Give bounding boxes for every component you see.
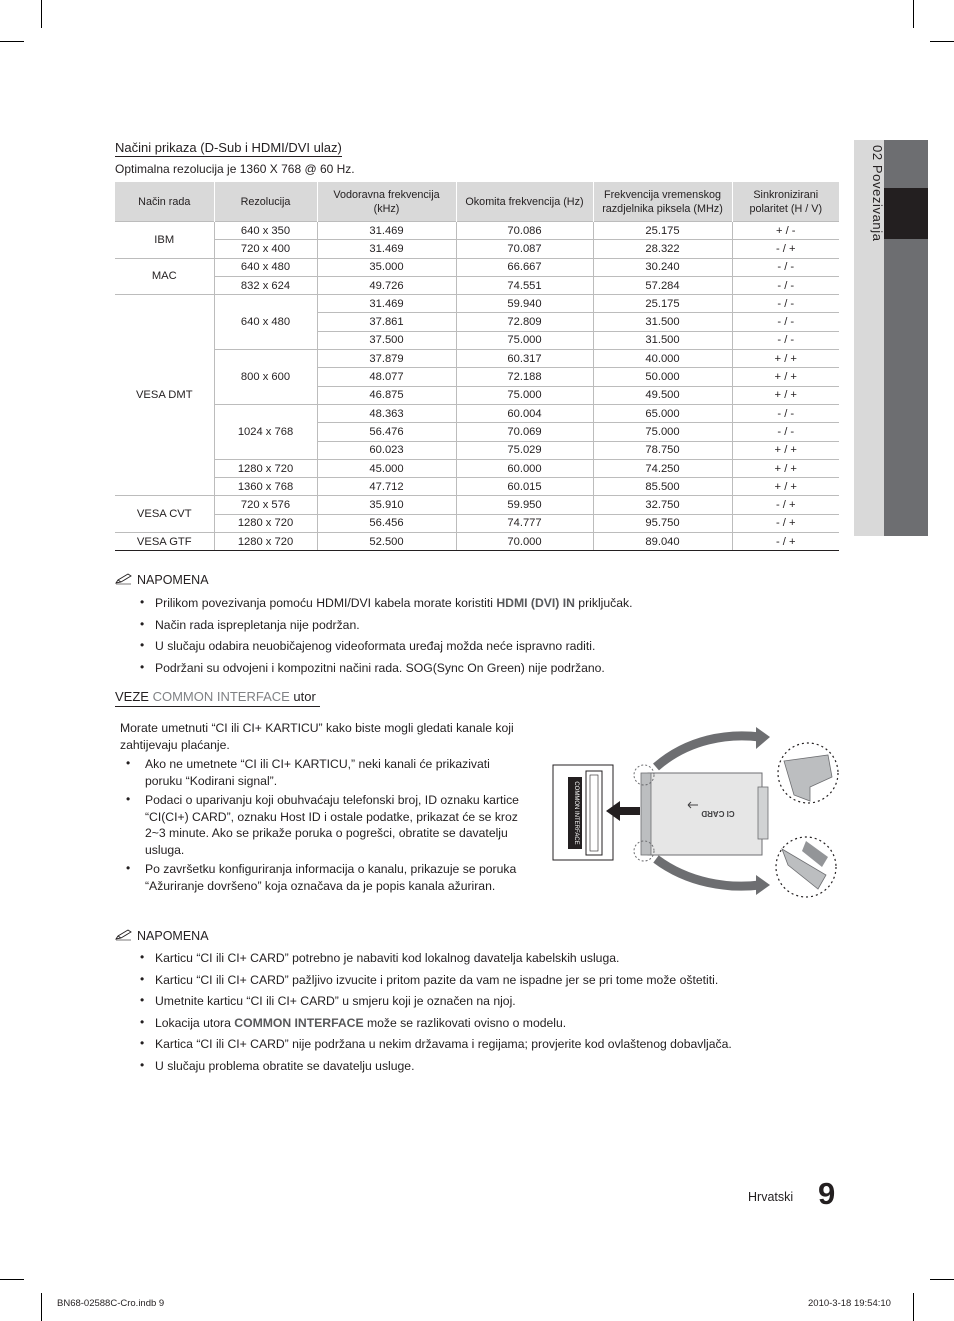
card-edge: [758, 787, 768, 839]
chapter-label: 02 Povezivanja: [870, 145, 885, 242]
value-cell: 59.950: [456, 496, 593, 514]
zoom-arrow-bottom: [656, 859, 760, 886]
column-header: Način rada: [115, 182, 214, 222]
value-cell: 75.000: [456, 386, 593, 404]
value-cell: - / +: [732, 514, 839, 532]
value-cell: 45.000: [317, 459, 456, 477]
note-heading: [115, 573, 209, 587]
note-text-pre: Karticu “CI ili CI+ CARD” pažljivo izvucite i pritom pazite da vam ne ispadne jer se pri tome može oštetiti.: [155, 972, 719, 987]
ci-list-item: • Podaci o uparivanju koji obuhvaćaju telefonski broj, ID oznaku kartice “CI(CI+) CARD”, oznaku Host ID i ostale podatke, prikazat će se kroz 2~3 minute. Ako se prikaže poruka o pogrešci, obratite se davatelju usluga.: [120, 792, 525, 858]
ci-title-highlight: COMMON INTERFACE: [152, 689, 290, 704]
column-header: Okomita frekvencija (Hz): [456, 182, 593, 222]
crop-mark: [41, 1293, 42, 1321]
value-cell: 74.551: [456, 276, 593, 294]
value-cell: 31.500: [593, 313, 732, 331]
table-row: [115, 240, 839, 258]
note-list: [140, 595, 840, 681]
column-header: Frekvencija vremenskog razdjelnika piksela (MHz): [593, 182, 732, 222]
optimal-resolution: Optimalna rezolucija je 1360 X 768 @ 60 Hz.: [115, 162, 355, 176]
value-cell: 59.940: [456, 295, 593, 313]
chapter-tab-block: [884, 140, 928, 188]
crop-mark: [930, 1279, 954, 1280]
ci-card-illustration: [548, 725, 843, 900]
pencil-icon: [115, 573, 133, 585]
value-cell: 70.086: [456, 222, 593, 240]
value-cell: - / +: [732, 240, 839, 258]
display-modes-table: [115, 182, 839, 551]
value-cell: 48.363: [317, 404, 456, 422]
value-cell: 60.000: [456, 459, 593, 477]
note-text-pre: Prilikom povezivanja pomoću HDMI/DVI kabela morate koristiti: [155, 596, 497, 610]
note-item: [140, 1058, 840, 1074]
value-cell: 49.500: [593, 386, 732, 404]
page-language: Hrvatski: [748, 1190, 794, 1204]
column-header: Sinkronizirani polaritet (H / V): [732, 182, 839, 222]
print-file-info: BN68-02588C-Cro.indb 9: [57, 1298, 165, 1309]
page-number: 9: [818, 1176, 836, 1211]
value-cell: + / +: [732, 350, 839, 368]
value-cell: 89.040: [593, 533, 732, 551]
ci-list-item: • Po završetku konfiguriranja informacija o kanalu, prikazuje se poruka “Ažuriranje dovršeno” koja označava da je popis kanala ažuriran.: [120, 861, 525, 894]
table-row: [115, 514, 839, 532]
ci-bullet-list: [120, 756, 525, 897]
note-text-post: priključak.: [574, 596, 633, 610]
value-cell: 95.750: [593, 514, 732, 532]
column-header: Vodoravna frekvencija (kHz): [317, 182, 456, 222]
resolution-cell: 1280 x 720: [214, 533, 317, 551]
mode-cell: IBM: [115, 222, 214, 259]
mode-cell: VESA CVT: [115, 496, 214, 533]
resolution-cell: 1280 x 720: [214, 459, 317, 477]
value-cell: + / -: [732, 222, 839, 240]
note-text-pre: Kartica “CI ili CI+ CARD” nije podržana u nekim državama i regijama; provjerite kod ovlaštenog dobavljača.: [155, 1037, 732, 1052]
note-item: [140, 595, 840, 611]
note-text-pre: U slučaju odabira neuobičajenog videoformata uređaj možda neće ispravno raditi.: [155, 639, 596, 654]
value-cell: 70.000: [456, 533, 593, 551]
value-cell: 52.500: [317, 533, 456, 551]
value-cell: 74.250: [593, 459, 732, 477]
value-cell: 56.476: [317, 423, 456, 441]
zoom-arrow-top-head: [756, 727, 770, 749]
print-date-info: 2010-3-18 19:54:10: [808, 1298, 891, 1309]
value-cell: - / -: [732, 423, 839, 441]
value-cell: 32.750: [593, 496, 732, 514]
value-cell: 75.000: [593, 423, 732, 441]
value-cell: - / -: [732, 331, 839, 349]
value-cell: 37.500: [317, 331, 456, 349]
table-body: [115, 222, 839, 551]
value-cell: - / +: [732, 496, 839, 514]
table-row: [115, 496, 839, 514]
ci-title-pre: VEZE: [115, 689, 153, 704]
crop-mark: [0, 41, 24, 42]
value-cell: 65.000: [593, 404, 732, 422]
note-heading-text: NAPOMENA: [137, 929, 209, 943]
zoom-arrow-bottom-head: [756, 875, 770, 895]
value-cell: + / +: [732, 441, 839, 459]
note-text-bold: COMMON INTERFACE: [234, 1015, 364, 1030]
crop-mark: [0, 1279, 24, 1280]
note-item: [140, 638, 840, 654]
note-text-pre: Umetnite karticu “CI ili CI+ CARD” u smjeru koji je označen na njoj.: [155, 994, 516, 1009]
zoom-arrow-top: [656, 736, 760, 767]
note-text-bold: HDMI (DVI) IN: [496, 596, 575, 610]
value-cell: - / -: [732, 404, 839, 422]
value-cell: 60.023: [317, 441, 456, 459]
value-cell: 60.004: [456, 404, 593, 422]
ci-list-item: • Ako ne umetnete “CI ili CI+ KARTICU,” neki kanali će prikazivati poruku “Kodirani signal”.: [120, 756, 525, 789]
note-item: [140, 617, 840, 633]
note-text-post: može se razlikovati ovisno o modelu.: [363, 1015, 567, 1030]
value-cell: + / +: [732, 459, 839, 477]
note-text-pre: Karticu “CI ili CI+ CARD” potrebno je nabaviti kod lokalnog davatelja kabelskih usluga.: [155, 951, 620, 965]
value-cell: 72.188: [456, 368, 593, 386]
value-cell: 70.069: [456, 423, 593, 441]
note-item: [140, 950, 840, 966]
resolution-cell: 1360 x 768: [214, 478, 317, 496]
table-row: [115, 258, 839, 276]
note-heading-text: NAPOMENA: [137, 573, 209, 587]
value-cell: 74.777: [456, 514, 593, 532]
table-row: [115, 459, 839, 477]
value-cell: + / +: [732, 478, 839, 496]
note-item: [140, 993, 840, 1009]
value-cell: + / +: [732, 386, 839, 404]
value-cell: 56.456: [317, 514, 456, 532]
table-row: [115, 350, 839, 368]
value-cell: 37.879: [317, 350, 456, 368]
value-cell: 72.809: [456, 313, 593, 331]
value-cell: 49.726: [317, 276, 456, 294]
value-cell: 50.000: [593, 368, 732, 386]
note-heading: [115, 929, 209, 943]
value-cell: 31.500: [593, 331, 732, 349]
ci-intro-text: Morate umetnuti “CI ili CI+ KARTICU” kako biste mogli gledati kanale koji zahtijevaju plaćanje.: [120, 721, 514, 752]
value-cell: 78.750: [593, 441, 732, 459]
value-cell: 70.087: [456, 240, 593, 258]
value-cell: 31.469: [317, 240, 456, 258]
value-cell: 31.469: [317, 295, 456, 313]
value-cell: 31.469: [317, 222, 456, 240]
ci-title-post: utor: [289, 689, 316, 704]
resolution-cell: 640 x 480: [214, 295, 317, 350]
value-cell: 37.861: [317, 313, 456, 331]
value-cell: 28.322: [593, 240, 732, 258]
mode-cell: VESA DMT: [115, 295, 214, 496]
table-row: [115, 222, 839, 240]
note-text-pre: U slučaju problema obratite se davatelju usluge.: [155, 1058, 415, 1073]
column-header: Rezolucija: [214, 182, 317, 222]
table-row: [115, 533, 839, 551]
resolution-cell: 1280 x 720: [214, 514, 317, 532]
pencil-icon: [115, 929, 133, 941]
table-row: [115, 295, 839, 313]
chapter-tab-active-block: [884, 188, 928, 239]
table-row: [115, 404, 839, 422]
value-cell: 57.284: [593, 276, 732, 294]
value-cell: 66.667: [456, 258, 593, 276]
value-cell: 35.000: [317, 258, 456, 276]
note-text-pre: Način rada isprepletanja nije podržan.: [155, 617, 360, 632]
crop-mark: [41, 0, 42, 28]
value-cell: - / -: [732, 258, 839, 276]
resolution-cell: 800 x 600: [214, 350, 317, 405]
table-header-row: [115, 182, 839, 222]
crop-mark: [913, 1293, 914, 1321]
value-cell: 46.875: [317, 386, 456, 404]
table-row: [115, 478, 839, 496]
resolution-cell: 720 x 576: [214, 496, 317, 514]
value-cell: - / +: [732, 533, 839, 551]
value-cell: 25.175: [593, 295, 732, 313]
resolution-cell: 1024 x 768: [214, 404, 317, 459]
crop-mark: [930, 41, 954, 42]
chapter-tab-block: [884, 239, 928, 536]
mode-cell: VESA GTF: [115, 533, 214, 551]
ci-section-title: [115, 689, 320, 707]
value-cell: - / -: [732, 295, 839, 313]
resolution-cell: 720 x 400: [214, 240, 317, 258]
value-cell: 75.029: [456, 441, 593, 459]
resolution-cell: 640 x 350: [214, 222, 317, 240]
note-item: [140, 1036, 840, 1052]
note-item: [140, 972, 840, 988]
value-cell: 40.000: [593, 350, 732, 368]
note-item: [140, 660, 840, 676]
value-cell: - / -: [732, 276, 839, 294]
note-text-pre: Lokacija utora: [155, 1015, 235, 1030]
mode-cell: MAC: [115, 258, 214, 295]
value-cell: 75.000: [456, 331, 593, 349]
card-label: CI CARD: [701, 809, 735, 818]
value-cell: + / +: [732, 368, 839, 386]
slot-label: COMMON INTERFACE: [573, 781, 579, 845]
value-cell: 25.175: [593, 222, 732, 240]
note-item: [140, 1015, 840, 1031]
note-text-pre: Podržani su odvojeni i kompozitni načini rada. SOG(Sync On Green) nije podržano.: [155, 660, 605, 675]
value-cell: 30.240: [593, 258, 732, 276]
value-cell: - / -: [732, 313, 839, 331]
value-cell: 85.500: [593, 478, 732, 496]
table-row: [115, 276, 839, 294]
crop-mark: [913, 0, 914, 28]
note-list: [140, 950, 840, 1080]
value-cell: 60.317: [456, 350, 593, 368]
section-title: Načini prikaza (D-Sub i HDMI/DVI ulaz): [115, 140, 342, 155]
value-cell: 35.910: [317, 496, 456, 514]
value-cell: 48.077: [317, 368, 456, 386]
resolution-cell: 832 x 624: [214, 276, 317, 294]
value-cell: 47.712: [317, 478, 456, 496]
resolution-cell: 640 x 480: [214, 258, 317, 276]
value-cell: 60.015: [456, 478, 593, 496]
slot-panel: [553, 765, 613, 860]
